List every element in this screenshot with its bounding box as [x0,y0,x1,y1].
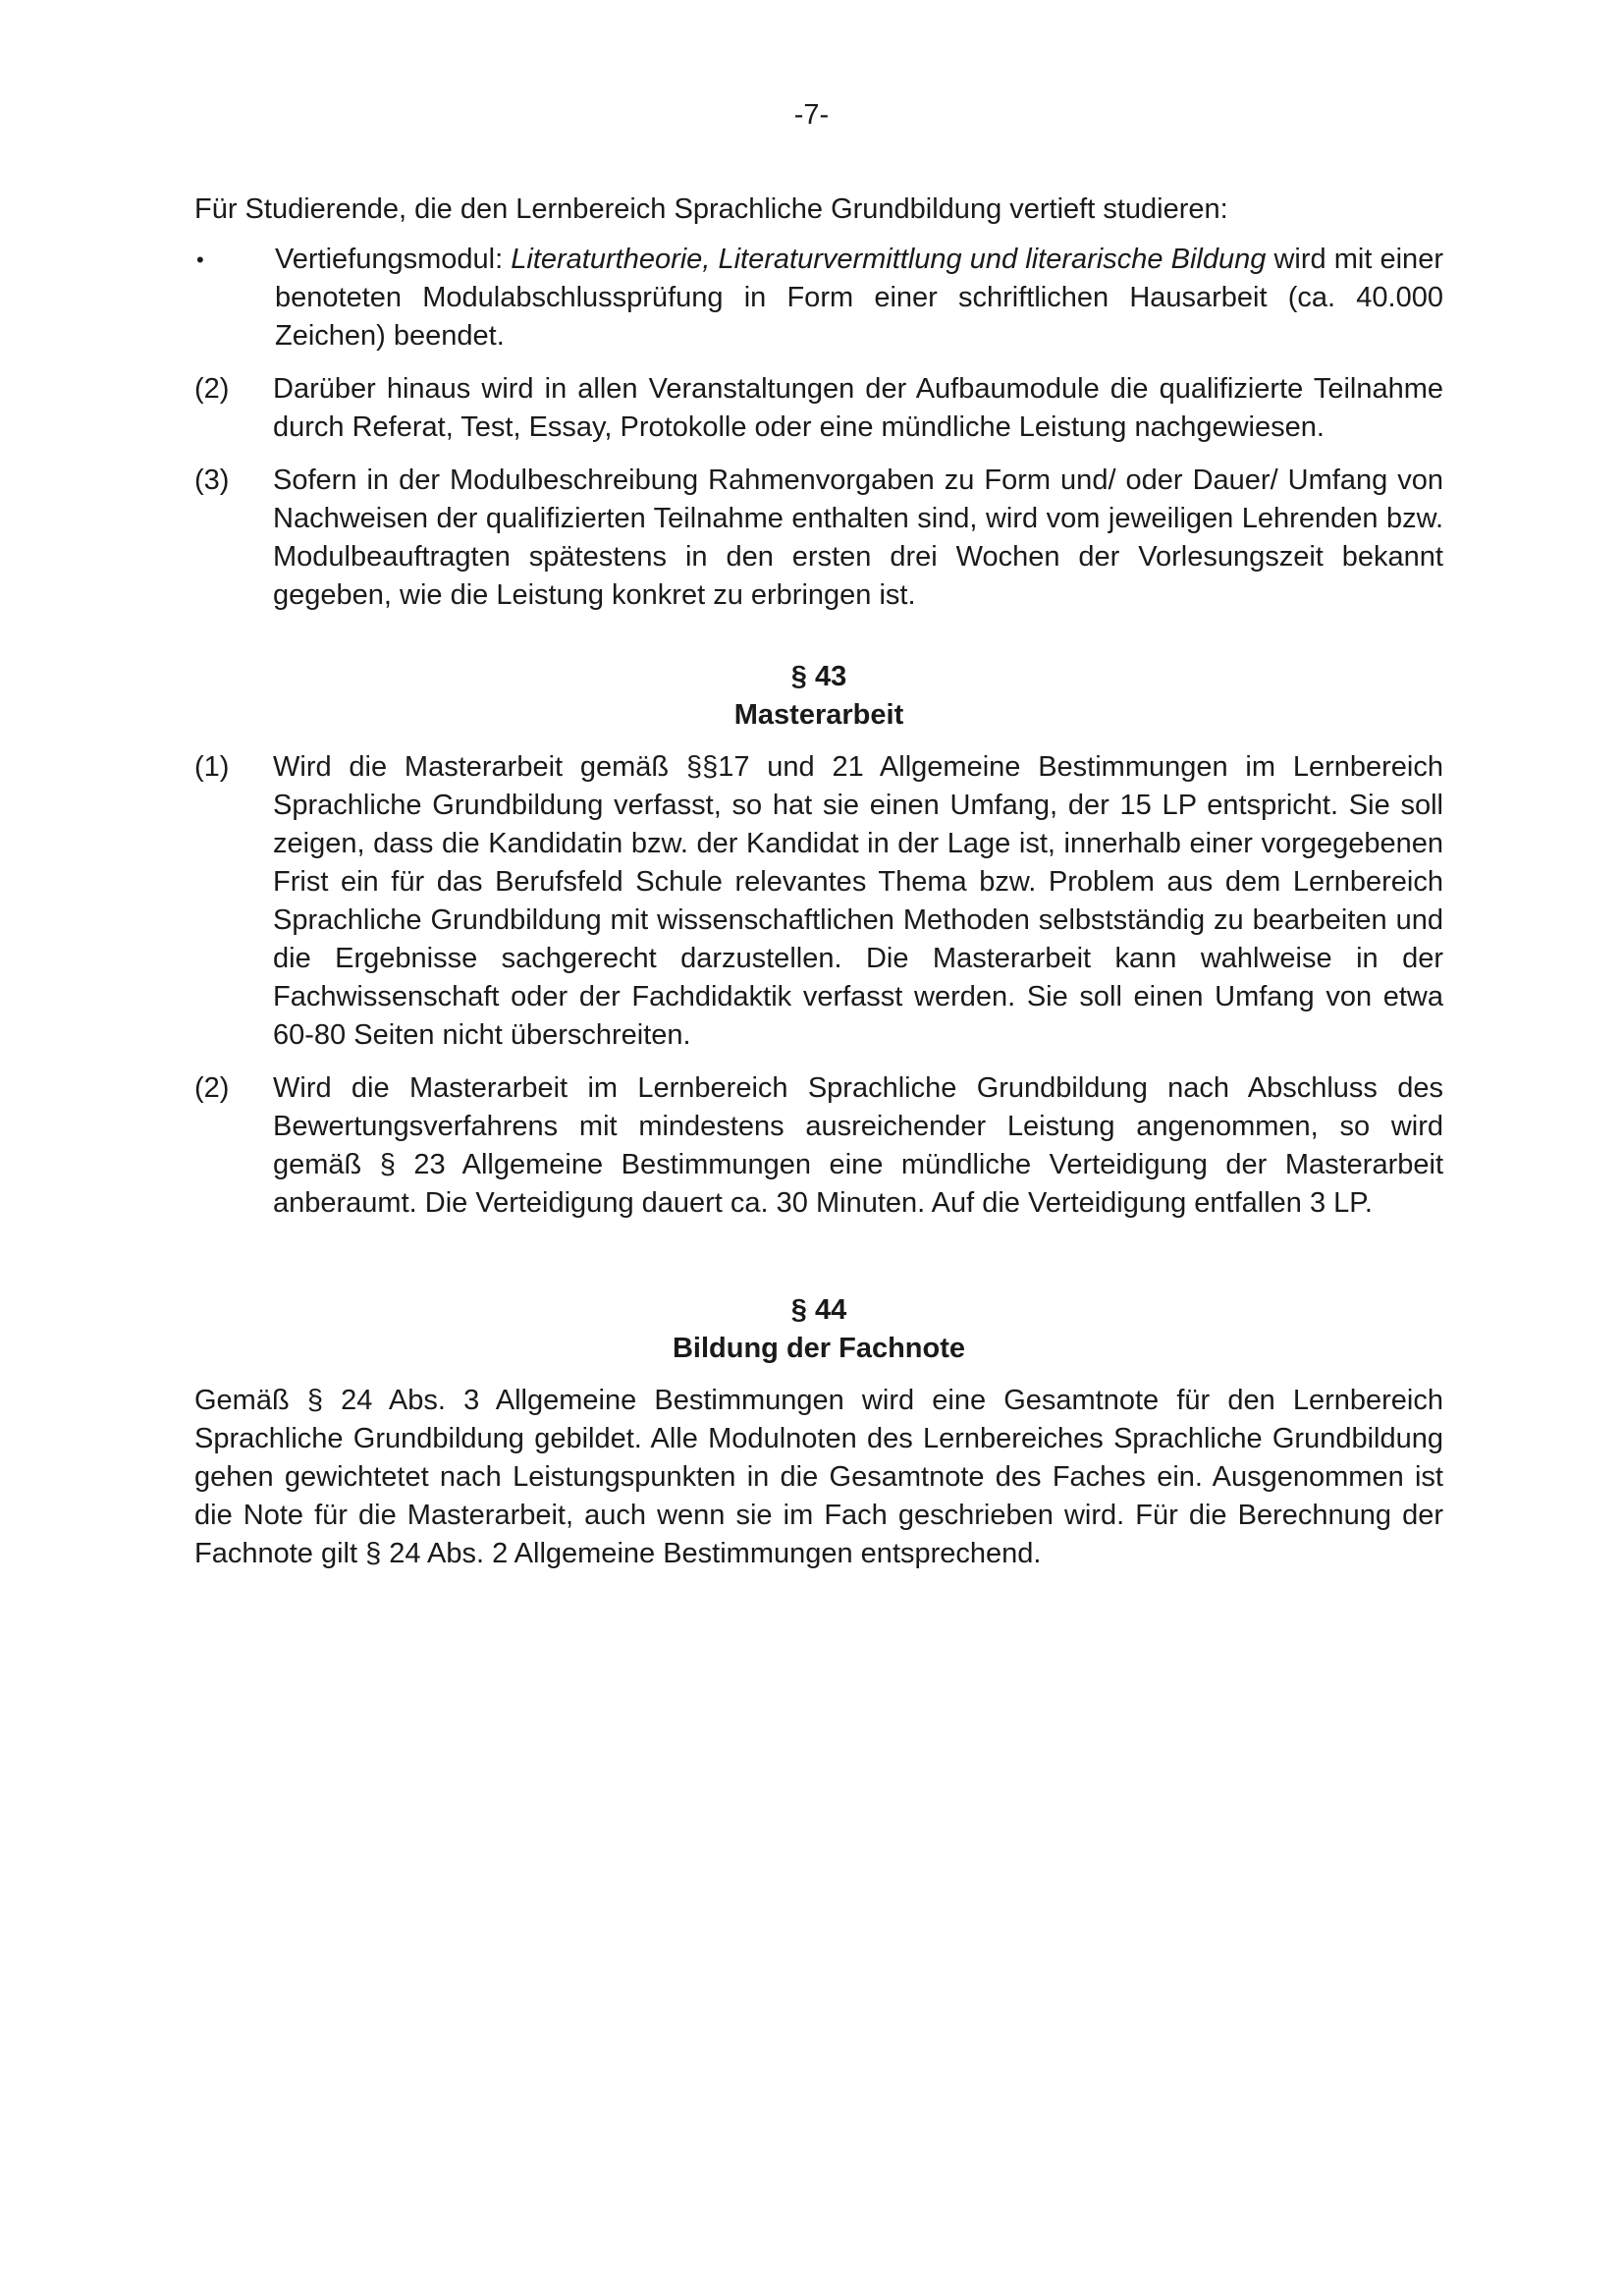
paragraph-marker: (2) [194,373,230,405]
bullet-marker: • [196,247,204,272]
paragraph-marker: (1) [194,751,230,783]
paragraph-item-2 [194,370,1443,447]
paragraph-item-3 [194,462,1443,615]
paragraph-text: Wird die Masterarbeit gemäß §§17 und 21 Allgemeine Bestimmungen im Lernbereich Sprachliche Grundbildung verfasst, so hat sie einen Umfang, der 15 LP entspricht. Sie soll zeigen, dass die Kandidatin bzw. der Kandidat in der Lage ist, innerhalb einer vorgegebenen Frist ein für das Berufsfeld Schule relevantes Thema bzw. Problem aus dem Lernbereich Sprachliche Grundbildung mit wissenschaftlichen Methoden selbstständig zu bearbeiten und die Ergebnisse sachgerecht darzustellen. Die Masterarbeit kann wahlweise in der Fachwissenschaft oder der Fachdidaktik verfasst werden. Sie soll einen Umfang von etwa 60-80 Seiten nicht überschreiten. [273,751,1443,1051]
paragraph-marker: (3) [194,465,230,496]
intro-text: Für Studierende, die den Lernbereich Sprachliche Grundbildung vertieft studieren: [194,193,1228,225]
paragraph-marker: (2) [194,1072,230,1104]
bullet-item-vertiefungsmodul [194,241,1443,355]
bullet-prefix: Vertiefungsmodul: [275,244,512,275]
module-title: Literaturtheorie, Literaturvermittlung und literarische Bildung [511,244,1267,275]
fachnote-paragraph: Gemäß § 24 Abs. 3 Allgemeine Bestimmungen wird eine Gesamtnote für den Lernbereich Sprachliche Grundbildung gebildet. Alle Modulnoten des Lernbereiches Sprachliche Grundbildung gehen gewichtetet nach Leistungspunkten in die Gesamtnote des Faches ein. Ausgenommen ist die Note für die Masterarbeit, auch wenn sie im Fach geschrieben wird. Für die Berechnung der Fachnote gilt § 24 Abs. 2 Allgemeine Bestimmungen entsprechend. [194,1385,1443,1569]
paragraph-text: Darüber hinaus wird in allen Veranstaltungen der Aufbaumodule die qualifizierte Teilnahme durch Referat, Test, Essay, Protokolle oder eine mündliche Leistung nachgewiesen. [273,373,1443,443]
masterarbeit-paragraph-1 [194,748,1443,1055]
page-number: -7- [793,99,830,131]
bullet-suffix: wird mit einer benoteten Modulabschlussprüfung in Form einer schriftlichen Hausarbeit (ca. 40.000 Zeichen) beendet. [275,244,1443,352]
masterarbeit-paragraph-2 [194,1069,1443,1223]
section-number: § 43 [790,661,847,692]
paragraph-text: Sofern in der Modulbeschreibung Rahmenvorgaben zu Form und/ oder Dauer/ Umfang von Nachweisen der qualifizierten Teilnahme enthalten sind, wird vom jeweiligen Lehrenden bzw. Modulbeauftragten spätestens in den ersten drei Wochen der Vorlesungszeit bekannt gegeben, wie die Leistung konkret zu erbringen ist. [273,465,1443,611]
paragraph-text: Wird die Masterarbeit im Lernbereich Sprachliche Grundbildung nach Abschluss des Bewertungsverfahrens mit mindestens ausreichender Leistung angenommen, so wird gemäß § 23 Allgemeine Bestimmungen eine mündliche Verteidigung der Masterarbeit anberaumt. Die Verteidigung dauert ca. 30 Minuten. Auf die Verteidigung entfallen 3 LP. [273,1072,1443,1219]
section-44-heading [194,1291,1443,1368]
section-title: Bildung der Fachnote [672,1333,966,1364]
section-number: § 44 [790,1294,847,1326]
section-title: Masterarbeit [733,699,904,731]
page-content [194,191,1443,1573]
section-43-heading [194,658,1443,735]
bullet-item-text [275,241,1443,355]
